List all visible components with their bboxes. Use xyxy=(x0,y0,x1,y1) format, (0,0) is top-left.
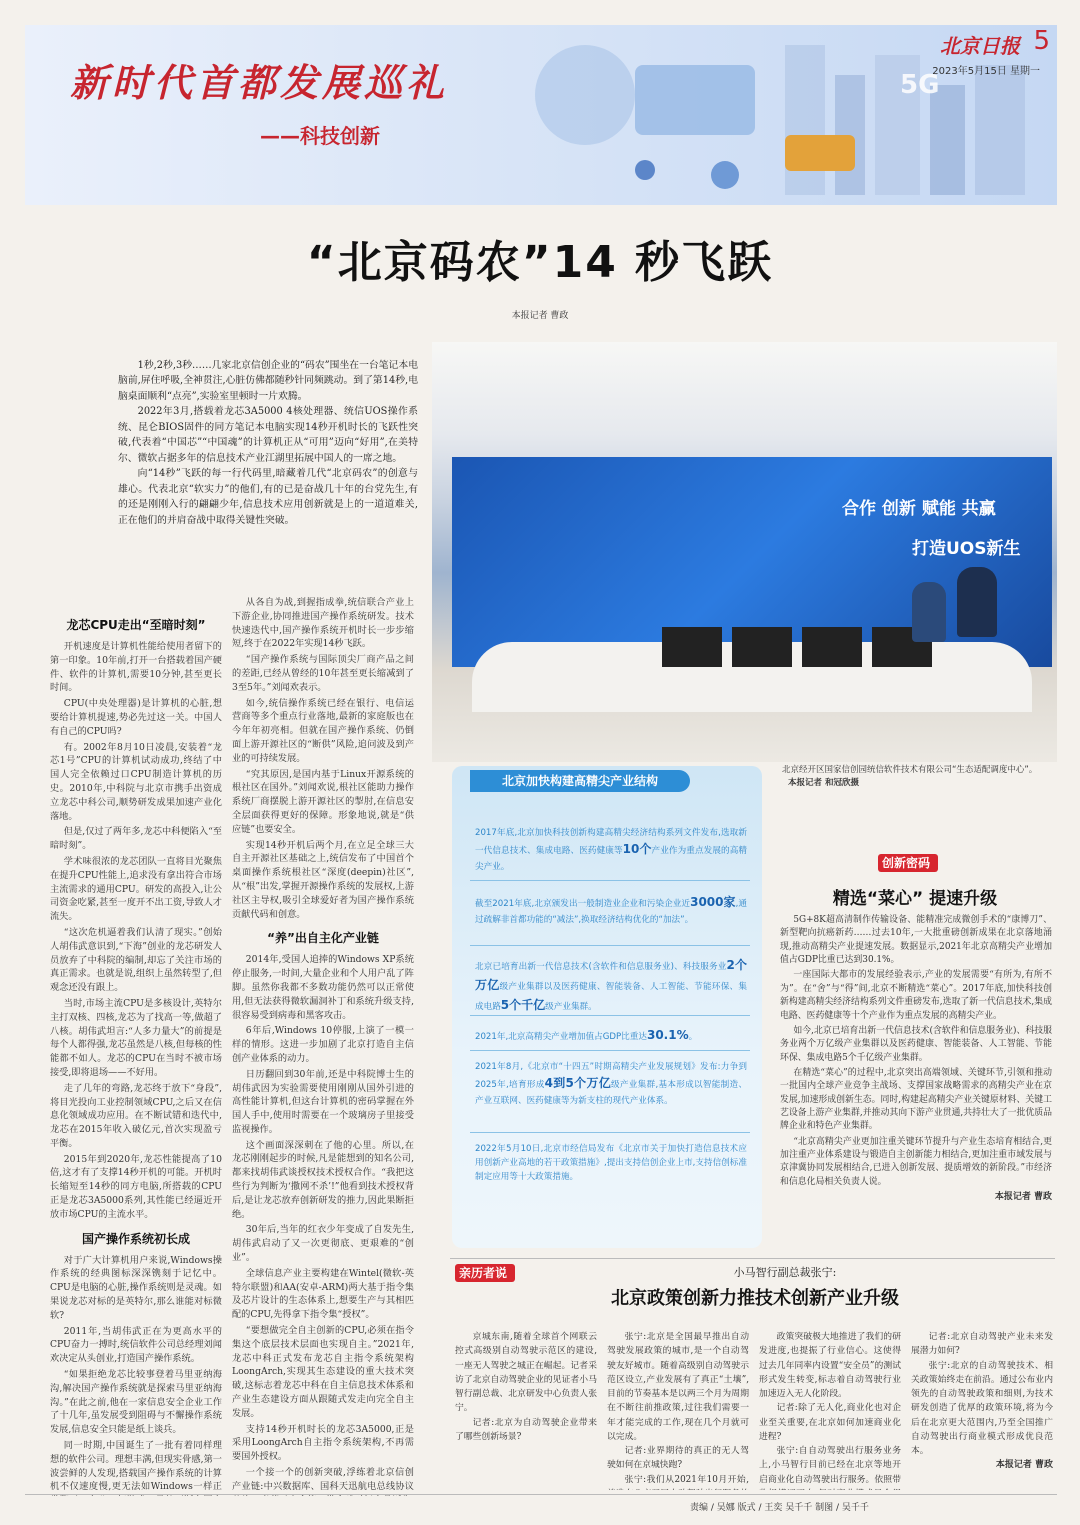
paragraph: 这个画面深深刺在了他的心里。所以,在龙芯刚刚起步的时候,凡是能想到的知名公司,都来找胡伟武谈授权技术授权合作。“我把这些行为判断为‘撒网不杀’!”他看到技术授权背后,是让龙芯放弃创新研发的推力,因此果断拒绝。 xyxy=(232,1139,414,1220)
paragraph: 记者:除了无人化,商业化也对企业至关重要,在北京如何加速商业化进程? xyxy=(759,1403,901,1442)
paragraph: 张宁:北京是全国最早推出自动驾驶发展政策的城市,是一个自动驾驶友好城市。随着高级别自动驾驶示范区设立,产业发展有了真正“土壤”,目前的节奏基本是以两三个月为周期在不断往前推政策,过往我们需要一年才能完成的工作,现在几个月就可以完成。 xyxy=(607,1332,749,1442)
interview-tag xyxy=(455,1262,515,1281)
paragraph: 同一时期,中国诞生了一批有着同样理想的软件公司。理想丰满,但现实骨感,第一波尝鲜的人发现,搭载国产操作系统的计算机不仅速度慢,更无法如Windows一样正 xyxy=(50,1440,222,1493)
section-divider xyxy=(450,1258,1055,1259)
photo-credit: 本报记者 和冠欣摄 xyxy=(788,777,859,788)
article-column xyxy=(50,608,222,1496)
section-heading: 国产操作系统初长成 xyxy=(81,1231,190,1246)
lead-paragraph: 2022年3月,搭载着龙芯3A5000 4核处理器、统信UOS操作系统、昆仑BIOS固件的同方笔记本电脑实现14秒开机时长的飞跃性突破,代表着“中国芯”“中国魂”的计算机正从“可用”迈向“好用”,在美特尔、微软占据多年的信息技术产业江湖里拓展中国人的一席之地。 xyxy=(118,406,418,464)
infobox-divider xyxy=(470,945,750,946)
section-heading: “养”出自主化产业链 xyxy=(267,931,379,946)
paragraph: 走了几年的弯路,龙芯终于放下“身段”,将目光投向工业控制领域CPU,之后又在信息化领域成功应用。在不断试错和迭代中,龙芯在2015年收入破亿元,首次实现盈亏平衡。 xyxy=(50,1082,222,1149)
interview-tag-label: 亲历者说 xyxy=(455,1264,515,1282)
byline: 本报记者 曹政 xyxy=(511,311,569,321)
paragraph: 全球信息产业主要构建在Wintel(微软-英特尔联盟)和AA(安卓-ARM)两大基于指令集及芯片设计的生态体系上,想要生产与其相匹配的CPU,先得拿下指令集“授权”。 xyxy=(232,1267,414,1321)
photo-caption-text: 北京经开区国家信创园统信软件技术有限公司“生态适配调度中心”。 xyxy=(782,765,1038,775)
paragraph: 张宁:我们从2021年10月开始, xyxy=(624,1474,749,1485)
infobox-highlight: 4到5个万亿 xyxy=(544,1076,612,1091)
photo-monitor xyxy=(662,627,722,667)
interview-column xyxy=(911,1330,1053,1490)
infobox-highlight: 10个 xyxy=(622,842,652,857)
page-number: 5 xyxy=(1033,26,1050,56)
infobox-highlight: 5个千亿 xyxy=(500,997,546,1012)
paragraph: 2015年到2020年,龙芯性能提高了10倍,这才有了支撑14秒开机的可能。开机时长缩短至14秒的同方电脑,所搭载的CPU正是龙芯3A5000系列,其性能已经逼近开放市场CPU的主流水平。 xyxy=(50,1153,222,1220)
interview-column xyxy=(607,1330,749,1490)
infobox-item xyxy=(475,1026,747,1046)
infobox-text: 2017年底,北京加快科技创新构建高精尖经济结构系列文件发布,选取新一代信息技术、集成电路、医药健康等 xyxy=(475,828,747,857)
lead-paragraph: 向“14秒”飞跃的每一行代码里,暗藏着几代“北京码农”的创意与雄心。代表北京“软实力”的他们,有的已是奋战几十年的台党先生,有的还是刚刚入行的翩翩少年,信息技术应用创新就是上的一道道难关,正在他们的并肩奋战中取得关键性突破。 xyxy=(118,468,418,526)
paragraph: 如今,北京已培育出新一代信息技术(含软件和信息服务业)、科技服务业两个万亿级产业集群以及医药健康、智能装备、人工智能、节能环保、集成电路5个千亿级产业集群。 xyxy=(780,1025,1052,1063)
paragraph: 开机速度是计算机性能给使用者留下的第一印象。10年前,打开一台搭载着国产硬件、软件的计算机,需要10分钟,甚至更长时间。 xyxy=(50,641,222,694)
article-column xyxy=(232,596,414,1496)
interview-subtitle: 小马智行副总裁张宁: xyxy=(733,1266,837,1279)
paragraph: 日历翻回到30年前,还是中科院博士生的胡伟武因为实验需要使用刚刚从国外引进的高性能计算机,但这台计算机的密码掌握在外国人手中,使用时需要在一个玻璃房子里接受监视操作。 xyxy=(232,1068,414,1135)
paragraph: “这次危机逼着我们认清了现实。”创始人胡伟武意识到,“下海”创业的龙芯研发人员放弃了中科院的编制,却忘了关注市场的真正需求。也就是说,组织上虽然转型了,但观念还没有跟上。 xyxy=(50,926,222,994)
infobox-text: 产业作为重点发展的高精尖产业。 xyxy=(475,846,747,872)
infobox-item xyxy=(475,826,747,874)
infobox-divider xyxy=(470,1050,750,1051)
paragraph: “如果拒绝龙芯比较事登着马里亚纳海沟,解决国产操作系统就是探索马里亚纳海沟。”在此之前,他在一家信息安全企业工作了十几年,虽发展受到阻碍与不懈操作系统发展,信息安全只能是纸上谈兵。 xyxy=(50,1369,222,1436)
infobox-text: 级产业集群以及医药健康、智能装备、人工智能、节能环保、集成电路 xyxy=(475,981,747,1012)
infobox-divider xyxy=(470,1015,750,1016)
infobox-text: 截至2021年底,北京颁发出一般制造业企业和污染企业近 xyxy=(475,899,691,909)
interview-column xyxy=(455,1330,597,1490)
news-photo xyxy=(432,342,1057,762)
paragraph: 30年后,当年的红衣少年变成了自发先生,胡伟武启动了又一次更彻底、更艰难的“创业”。 xyxy=(232,1224,414,1264)
photo-screen-text: 合作 创新 赋能 共赢 xyxy=(842,499,996,519)
paragraph: 6年后,Windows 10停服,上演了一模一样的情形。这进一步加剧了北京打造自主信创产业体系的动力。 xyxy=(232,1025,414,1064)
photo-screen-text: 打造UOS新生 xyxy=(912,539,1021,559)
side-article-title: 精选“菜心” 提速升级 xyxy=(832,889,998,909)
paragraph: 一个接一个的创新突破,浮练着北京信创产业链:中兴数据库、国科天迅航电总线协议 xyxy=(232,1467,414,1492)
paragraph: 2014年,受国人追捧的Windows XP系统停止服务,一时间,大量企业和个人用户乱了阵脚。虽然你我都不多数功能仍然可以正常使用,但无法获得微软漏洞补丁和系统升级支持,很容易受到病毒和黑客攻击。 xyxy=(232,954,414,1021)
infobox-text: 2021年8月,《北京市“十四五”时期高精尖产业发展规划》发布:力争到2025年,培育形成 xyxy=(475,1062,747,1091)
paper-name: 北京日报 xyxy=(940,34,1020,58)
infobox-text: 级产业集群,基本形成以智能制造、产业互联网、医药健康等为新支柱的现代产业体系。 xyxy=(475,1080,747,1106)
paragraph: 如今,统信操作系统已经在银行、电信运营商等多个重点行业落地,最新的家庭版也在今年年初亮相。但就在国产操作系统、仍倒面上游开源社区的“断供”风险,追问波及到产业的可持续发展。 xyxy=(232,697,414,764)
paragraph: 记者:北京为自动驾驶企业带来了哪些创新场景? xyxy=(455,1417,597,1442)
paragraph: 京城东南,随着全球首个网联云控式高级别自动驾驶示范区的建设,一座无人驾驶之城正在崛起。记者采访了北京自动驾驶企业的见证者小马智行副总裁、北京研发中心负责人张宁。 xyxy=(455,1332,597,1414)
infobox-text: ,通过疏解非首都功能的“减法”,换取经济结构优化的“加法”。 xyxy=(475,899,748,925)
infobox-item xyxy=(475,893,747,927)
lead-text xyxy=(118,358,418,528)
infobox-highlight: 3000家 xyxy=(690,895,736,909)
paragraph: 有。2002年8月10日凌晨,安装着“龙芯1号”CPU的计算机试动成功,终结了中国人完全依赖过口CPU制造计算机的历史。2010年,中科院与北京市携手出资成立龙芯中科公司,顺势研发成果加速产业化落地。 xyxy=(50,741,222,822)
infobox-divider xyxy=(470,880,750,881)
paragraph: 学术味很浓的龙芯团队一直将目光聚焦在提升CPU性能上,追求没有拿出符合市场主流需求的通用CPU。研发的高投入,让公司资金吃紧,甚至一度开不出工资,导致人才流失。 xyxy=(50,855,222,923)
paragraph: 支持14秒开机时长的龙芯3A5000,正是采用LoongArch自主指令系统架构,不再需要国外授权。 xyxy=(232,1423,414,1463)
interview-author: 本报记者 曹政 xyxy=(995,1460,1053,1471)
interview-column xyxy=(759,1330,901,1490)
infobox-text: 。 xyxy=(688,1032,698,1042)
banner-subtitle: ——科技创新 xyxy=(260,124,380,148)
photo-monitor xyxy=(732,627,792,667)
infobox-text: 北京已培育出新一代信息技术(含软件和信息服务业)、科技服务业 xyxy=(475,962,727,972)
paragraph: 但是,仅过了两年多,龙芯中科便陷入“至暗时刻”。 xyxy=(50,826,222,852)
infobox-divider xyxy=(470,1132,750,1133)
infobox-title: 北京加快构建高精尖产业结构 xyxy=(470,770,690,792)
side-article-tag-label: 创新密码 xyxy=(878,854,938,872)
footer-rule xyxy=(25,1494,1057,1495)
footer-credits: 责编 / 吴娜 版式 / 王奕 吴千千 制图 / 吴千千 xyxy=(690,1503,869,1513)
side-article-body xyxy=(780,914,1052,1264)
infobox-highlight: 2个万亿 xyxy=(475,958,747,992)
paragraph: “国产操作系统与国际顶尖厂商产品之间的差距,已经从曾经的10年甚至更长缩减到了3至5年。”刘闻欢表示。 xyxy=(232,654,414,693)
side-article-author: 本报记者 曹政 xyxy=(994,1192,1052,1203)
infobox-text: 2021年,北京高精尖产业增加值占GDP比重达 xyxy=(475,1032,647,1042)
paragraph: 当时,市场主流CPU是多核设计,英特尔主打双核、四核,龙芯为了找高一等,做超了八核。胡伟武坦言:“人多力量大”的前提是每个人都得强,龙芯虽然是八核,但每核的性能都不如人。龙芯的CPU在当时不被市场接受,即将退场——不好用。 xyxy=(50,997,222,1078)
photo-caption xyxy=(782,764,1052,790)
paragraph: 一座国际大都市的发展经验表示,产业的发展需要“有所为,有所不为”。在“舍”与“得”间,北京不断精选“菜心”。2017年底,加快科技创新构建高精尖经济结构系列文件重磅发布,选取了新一代信息技术,集成电路、医药健康等十个产业作为重点发展的高精尖产业。 xyxy=(780,970,1052,1021)
paragraph: CPU(中央处理器)是计算机的心脏,想要给计算机提速,势必先过这一关。中国人有自己的CPU吗? xyxy=(50,698,222,737)
photo-person xyxy=(957,567,997,637)
paragraph: 张宁:自自动驾驶出行服务业务上,小马智行目前已经在北京等地开启商业化自动驾驶出行服务。依照带 xyxy=(759,1446,901,1485)
paragraph: 2011年,当胡伟武正在为更高水平的CPU奋力一搏时,统信软件公司总经理刘闻欢决定从头创业,打造国产操作系统。 xyxy=(50,1325,222,1365)
banner-badge: 5G xyxy=(900,70,940,100)
paragraph: “究其原因,是国内基于Linux开源系统的根社区在国外。”刘闻欢说,根社区能助力操作系统厂商摆脱上游开源社区的掣肘,在信息安全层面获得更好的保障。形象地说,就是“供应链”也要安全。 xyxy=(232,768,414,835)
paragraph: 对于广大计算机用户来说,Windows操作系统的经典图标深深镌刻于记忆中。CPU是电脑的心脏,操作系统则是灵魂。如果说龙芯对标的是英特尔,那么谁能对标微软? xyxy=(50,1254,222,1321)
interview-title: 北京政策创新力推技术创新产业升级 xyxy=(611,1288,899,1309)
paragraph: 从各自为战,到握指成拳,统信联合产业上下游企业,协同推进国产操作系统研发。技术快速迭代中,国产操作系统开机时长一步步缩短,终于在2022年实现14秒飞跃。 xyxy=(232,597,414,650)
paragraph: 在精选“菜心”的过程中,北京突出高端领域、关键环节,引领和推动一批国内全球产业竞争主战场、支撑国家战略需求的高精尖产业在京发展,加速形成创新生态。同时,构建起高精尖产业关键原材料、关键工艺设备上游产业集群,并推动其向下游产业贯通,共持壮大了一批优质品牌企业和特色产业集群。 xyxy=(780,1067,1052,1132)
photo-person xyxy=(912,582,946,642)
photo-monitor xyxy=(802,627,862,667)
paragraph: 张宁:北京的自动驾驶技术、相关政策始终走在前沿。通过公布业内领先的自动驾驶政策和细则,为技术研发创造了优厚的政策环境,将为今后在北京更大范围内,乃至全国推广自动驾驶出行商业模式形成优良范本。 xyxy=(911,1360,1053,1456)
infobox-highlight: 30.1% xyxy=(646,1028,689,1042)
issue-date: 2023年5月15日 星期一 xyxy=(932,66,1040,77)
paragraph: 记者:业界期待的真正的无人驾驶如何在京城快跑? xyxy=(607,1446,749,1471)
infobox-text: 级产业集群。 xyxy=(545,1001,597,1012)
paragraph: 政策突破极大地推进了我们的研发进度,也提振了行业信心。这使得过去几年同率内设置“安全员”的测试形式发生转变,标志着自动驾驶行业加速迈入无人化阶段。 xyxy=(759,1332,901,1399)
paragraph: 5G+8K超高清制作传输设备、能精准完成微创手术的“康博刀”、新型靶向抗癌新药……过去10年,一大批重磅创新成果在北京落地涌现,推动高精尖产业提速发展。数据显示,2021年北京高精尖产业增加值占GDP比重已达到30.1%。 xyxy=(780,915,1052,966)
paragraph: 实现14秒开机后两个月,在立足全球三大自主开源社区基础之上,统信发布了中国首个桌面操作系统根社区“深度(deepin)社区”,从“根”出发,掌握开源操作系统的发展权,上游社区主导权,吸引全球爱好者为国产操作系统贡献代码和创意。 xyxy=(232,839,414,920)
infobox-item xyxy=(475,1060,747,1108)
infobox-item xyxy=(475,1142,747,1185)
paragraph: 记者:北京自动驾驶产业未来发展潜力如何? xyxy=(911,1332,1053,1357)
side-article-tag xyxy=(878,852,938,871)
paragraph: “要想做完全自主创新的CPU,必须在指令集这个底层技术层面也实现自主。”2021年,龙芯中科正式发布龙芯自主指令系统架构LoongArch,实现其生态建设的重大技术突破,这标志着龙芯中科在自主信息技术体系和产业生态建设方面从跟随式发走向完全自主发展。 xyxy=(232,1325,414,1419)
banner-title: 新时代首都发展巡礼 xyxy=(70,60,449,105)
paragraph: “北京高精尖产业更加注重关键环节提升与产业生态培育相结合,更加注重产业体系建设与锻造自主创新能力相结合,更加注重市域发展与京津冀协同发展相结合,已进入创新发展、提质增效的新阶段。”市经济和信息化局相关负责人说。 xyxy=(780,1136,1052,1187)
infobox-item xyxy=(475,956,747,1015)
headline: “北京码农”14 秒飞跃 xyxy=(306,237,774,288)
lead-paragraph: 1秒,2秒,3秒……几家北京信创企业的“码农”围坐在一台笔记本电脑前,屏住呼吸,全神贯注,心脏仿佛都随秒针同频跳动。到了第14秒,电脑桌面顺利“点亮”,实验室里顿时一片欢腾。 xyxy=(118,360,418,402)
section-heading: 龙芯CPU走出“至暗时刻” xyxy=(66,618,206,632)
infobox-text: 2022年5月10日,北京市经信局发布《北京市关于加快打造信息技术应用创新产业高地的若干政策措施》,提出支持信创企业上市,支持信创标准制定应用等十大政策措施。 xyxy=(475,1144,747,1183)
